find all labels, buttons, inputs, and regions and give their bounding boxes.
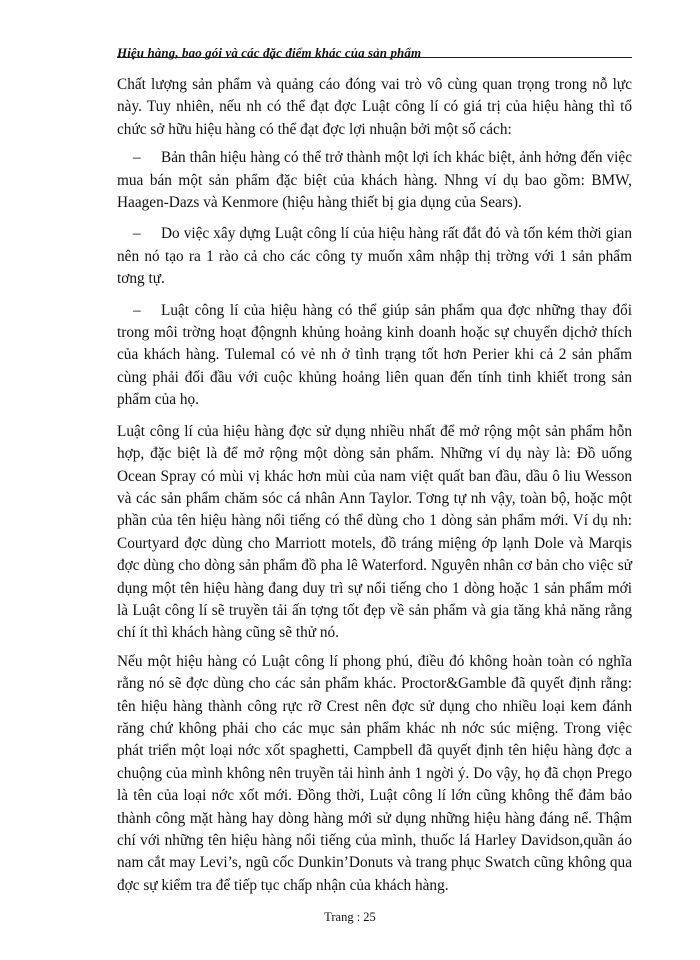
page-number: Trang : 25	[324, 910, 376, 924]
bullet-text: Luật công lí của hiệu hàng có thể giúp sản phẩm qua đợc những thay đổi trong môi trờng hoạt độngnh khủng hoảng kinh doanh hoặc sự chuyển dịchở thích của khách hàng. Tulemal có vẻ nh ở tình trạng tốt hơn Perier khi cả 2 sản phẩm cùng phải đối đầu với cuộc khủng hoảng liên quan đến tính tinh khiết trong sản phẩm của họ.	[117, 301, 632, 409]
paragraph-intro: Chất lượng sản phẩm và quảng cáo đóng vai trò vô cùng quan trọng trong nỗ lực này. Tuy nhiên, nếu nh có thể đạt đợc Luật công lí có giá trị của hiệu hàng thì tổ chức sở hữu hiệu hàng có thể đạt đợc lợi nhuận bởi một số cách:	[117, 76, 632, 138]
bullet-text: Bản thân hiệu hàng có thể trở thành một lợi ích khác biệt, ảnh hởng đến việc mua bán một sản phẩm đặc biệt của khách hàng. Nhng ví dụ bao gồm: BMW, Haagen-Dazs và Kenmore (hiệu hàng thiết bị gia dụng của Sears).	[117, 149, 632, 212]
bullet-dash-icon: –	[133, 225, 141, 243]
paragraph-brand-limits: Nếu một hiệu hàng có Luật công lí phong phú, điều đó không hoàn toàn có nghĩa rằng nó sẽ đợc dùng cho các sản phẩm khác. Proctor&Gamble đã quyết định rằng: tên hiệu hàng thành công rực rỡ Crest nên đợc sử dụng cho nhiều loại kem đánh răng chứ không phải cho các mục sản phẩm khác nh nớc súc miệng. Trong việc phát triển một loại nớc xốt spaghetti, Campbell đã quyết định tên hiệu hàng đợc a chuộng của mình không nên truyền tải hình ảnh 1 ngời ý. Do vậy, họ đã chọn Prego là tên của loại nớc xốt mới. Đồng thời, Luật công lí lớn cũng không thể đảm bảo thành công mặt hàng hay dòng hàng mới sử dụng những hiệu hàng đáng nể. Thậm chí với những tên hiệu hàng nổi tiếng của mình, thuốc lá Harley Davidson,quần áo nam cắt may Levi’s, ngũ cốc Dunkin’Donuts và trang phục Swatch cũng không qua đợc sự kiểm tra để tiếp tục chấp nhận của khách hàng.	[117, 652, 632, 894]
header-rule	[117, 57, 632, 58]
bullet-item-2	[117, 223, 632, 290]
bullet-dash-icon: –	[133, 301, 141, 319]
bullet-item-3	[117, 300, 632, 412]
bullet-text: Do việc xây dựng Luật công lí của hiệu hàng rất đắt đỏ và tốn kém thời gian nên nó tạo ra 1 rào cả cho các công ty muốn xâm nhập thị trờng với 1 sản phẩm tơng tự.	[117, 225, 632, 288]
body-text	[117, 74, 632, 903]
bullet-item-1	[117, 147, 632, 214]
bullet-dash-icon: –	[133, 149, 141, 167]
paragraph-brand-extension: Luật công lí của hiệu hàng đợc sử dụng nhiều nhất để mở rộng một sản phẩm hỗn hợp, đặc biệt là để mở rộng một dòng sản phẩm. Những ví dụ này là: Đồ uống Ocean Spray có mùi vị khác hơn mùi của nam việt quất ban đầu, dầu ô liu Wesson và các sản phẩm chăm sóc cá nhân Ann Taylor. Tơng tự nh vậy, toàn bộ, hoặc một phần của tên hiệu hàng nổi tiếng có thể dùng cho 1 dòng sản phẩm mới. Ví dụ nh: Courtyard đợc dùng cho Marriott motels, đồ tráng miệng ớp lạnh Dole và Marqis đợc dùng cho dòng sản phẩm đồ pha lê Waterford. Nguyên nhân cơ bản cho việc sử dụng một tên hiệu hàng đang duy trì sự nổi tiếng cho 1 dòng hoặc 1 sản phẩm mới là Luật công lí sẽ truyền tải ấn tợng tốt đẹp về sản phẩm và gia tăng khả năng rằng chí ít thì khách hàng cũng sẽ thử nó.	[117, 422, 632, 642]
running-header: Hiệu hàng, bao gói và các đặc điểm khác của sản phẩm	[117, 45, 422, 60]
